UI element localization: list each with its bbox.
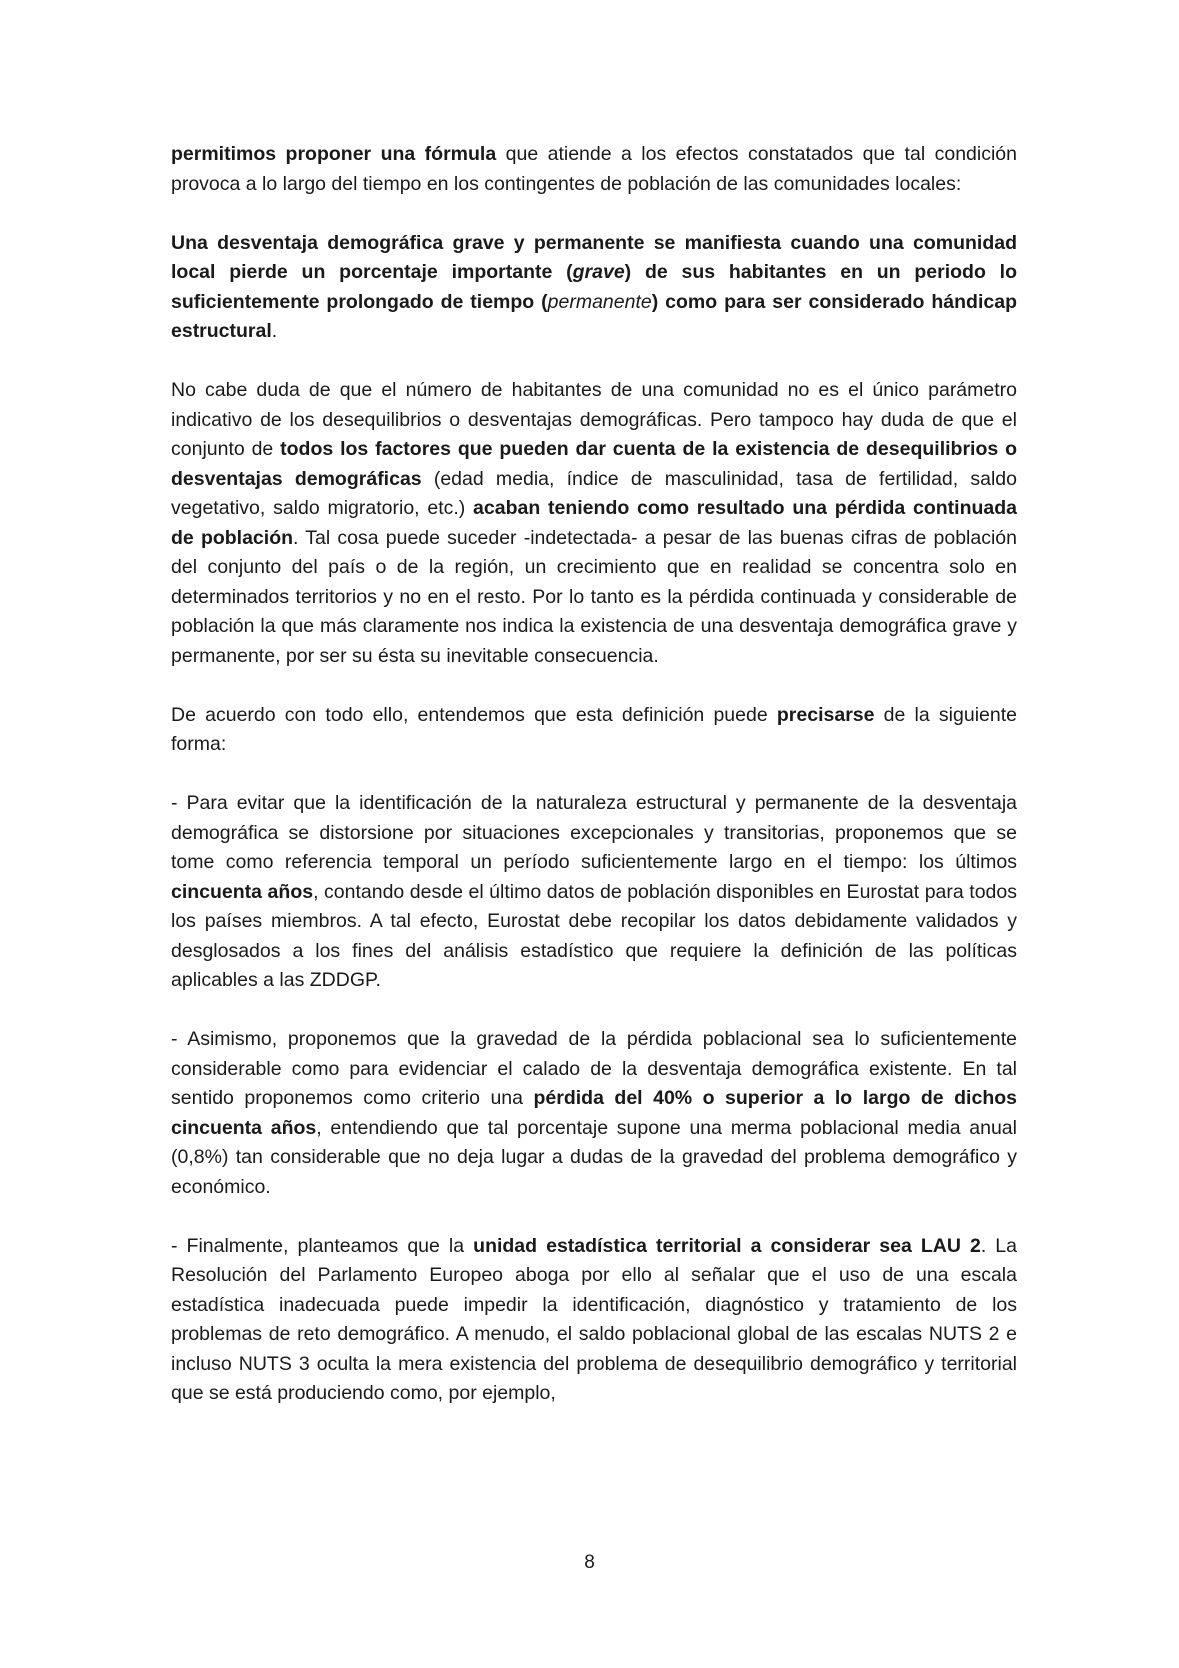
text-segment: . Tal cosa puede suceder -indetectada- a pesar de las buenas cifras de población del conjunto del país o de la región, un crecimiento que en realidad se concentra solo en determinados territorios y no en el resto. Por lo tanto es la pérdida continuada y considerable de población la que más claramente nos indica la existencia de una desventaja demográfica grave y permanente, por ser su ésta su inevitable consecuencia. — [171, 526, 1017, 667]
text-segment: De acuerdo con todo ello, entendemos que esta definición puede — [171, 703, 777, 726]
bold-text-segment: ) como para ser considerado hándicap estructural — [171, 290, 1017, 342]
bold-text-segment: permitimos proponer una fórmula — [171, 143, 497, 165]
text-segment: - Finalmente, planteamos que la — [171, 1234, 474, 1257]
bold-text-segment: todos los factores que pueden dar cuenta de la existencia de desequilibrios o desventajas demográficas — [171, 438, 1017, 490]
document-body — [171, 140, 1017, 1438]
text-segment: - Para evitar que la identificación de la naturaleza estructural y permanente de la desventaja demográfica se distorsione por situaciones excepcionales y transitorias, proponemos que se tome como referencia temporal un período suficientemente largo en el tiempo: los últimos — [171, 792, 1017, 873]
text-segment: de la siguiente forma: — [171, 703, 1017, 755]
text-segment: que atiende a los efectos constatados que tal condición provoca a lo largo del tiempo en los contingentes de población de las comunidades locales: — [171, 143, 1017, 195]
paragraph-population-factors — [171, 376, 1017, 671]
bold-text-segment: precisarse — [776, 703, 875, 726]
bold-text-segment: ) de sus habitantes en un periodo lo suficientemente prolongado de tiempo ( — [171, 261, 1018, 313]
paragraph-lau2-criterion — [171, 1232, 1017, 1409]
text-segment: , entendiendo que tal porcentaje supone una merma poblacional media anual (0,8%) tan considerable que no deja lugar a dudas de la gravedad del problema demográfico y económico. — [171, 1116, 1017, 1198]
bold-text-segment: Una desventaja demográfica grave y permanente se manifiesta cuando una comunidad local pierde un porcentaje importante ( — [171, 231, 1017, 283]
text-segment: , contando desde el último datos de población disponibles en Eurostat para todos los países miembros. A tal efecto, Eurostat debe recopilar los datos debidamente validados y desglosados a los fines del análisis estadístico que requiere la definición de las políticas aplicables a las ZDDGP. — [171, 880, 1017, 991]
bold-text-segment: unidad estadística territorial a considerar sea LAU 2 — [473, 1234, 981, 1257]
bold-text-segment: cincuenta años — [171, 880, 314, 903]
paragraph-fifty-years-criterion — [171, 789, 1017, 996]
text-segment: No cabe duda de que el número de habitantes de una comunidad no es el único parámetro indicativo de los desequilibrios o desventajas demográficas. Pero tampoco hay duda de que el conjunto de — [171, 379, 1017, 460]
bold-italic-text-segment: grave — [572, 261, 625, 283]
paragraph-formula-intro — [171, 140, 1017, 199]
paragraph-definition — [171, 229, 1017, 347]
bold-text-segment: pérdida del 40% o superior a lo largo de dichos cincuenta años — [171, 1087, 1017, 1139]
italic-text-segment: permanente — [547, 290, 652, 313]
paragraph-forty-percent-criterion — [171, 1025, 1017, 1202]
text-segment: - Asimismo, proponemos que la gravedad de la pérdida poblacional sea lo suficientemente considerable como para evidenciar el calado de la desventaja demográfica existente. En tal sentido proponemos como criterio una — [171, 1028, 1017, 1109]
page-number: 8 — [584, 1552, 595, 1573]
text-segment: (edad media, índice de masculinidad, tasa de fertilidad, saldo vegetativo, saldo migratorio, etc.) — [171, 467, 1017, 519]
paragraph-precision-intro — [171, 701, 1017, 760]
text-segment: . La Resolución del Parlamento Europeo aboga por ello al señalar que el uso de una escala estadística inadecuada puede impedir la identificación, diagnóstico y tratamiento de los problemas de reto demográfico. A menudo, el saldo poblacional global de las escalas NUTS 2 e incluso NUTS 3 oculta la mera existencia del problema de desequilibrio demográfico y territorial que se está produciendo como, por ejemplo, — [171, 1234, 1017, 1404]
bold-text-segment: acaban teniendo como resultado una pérdida continuada de población — [171, 497, 1017, 549]
text-segment: . — [271, 320, 278, 342]
